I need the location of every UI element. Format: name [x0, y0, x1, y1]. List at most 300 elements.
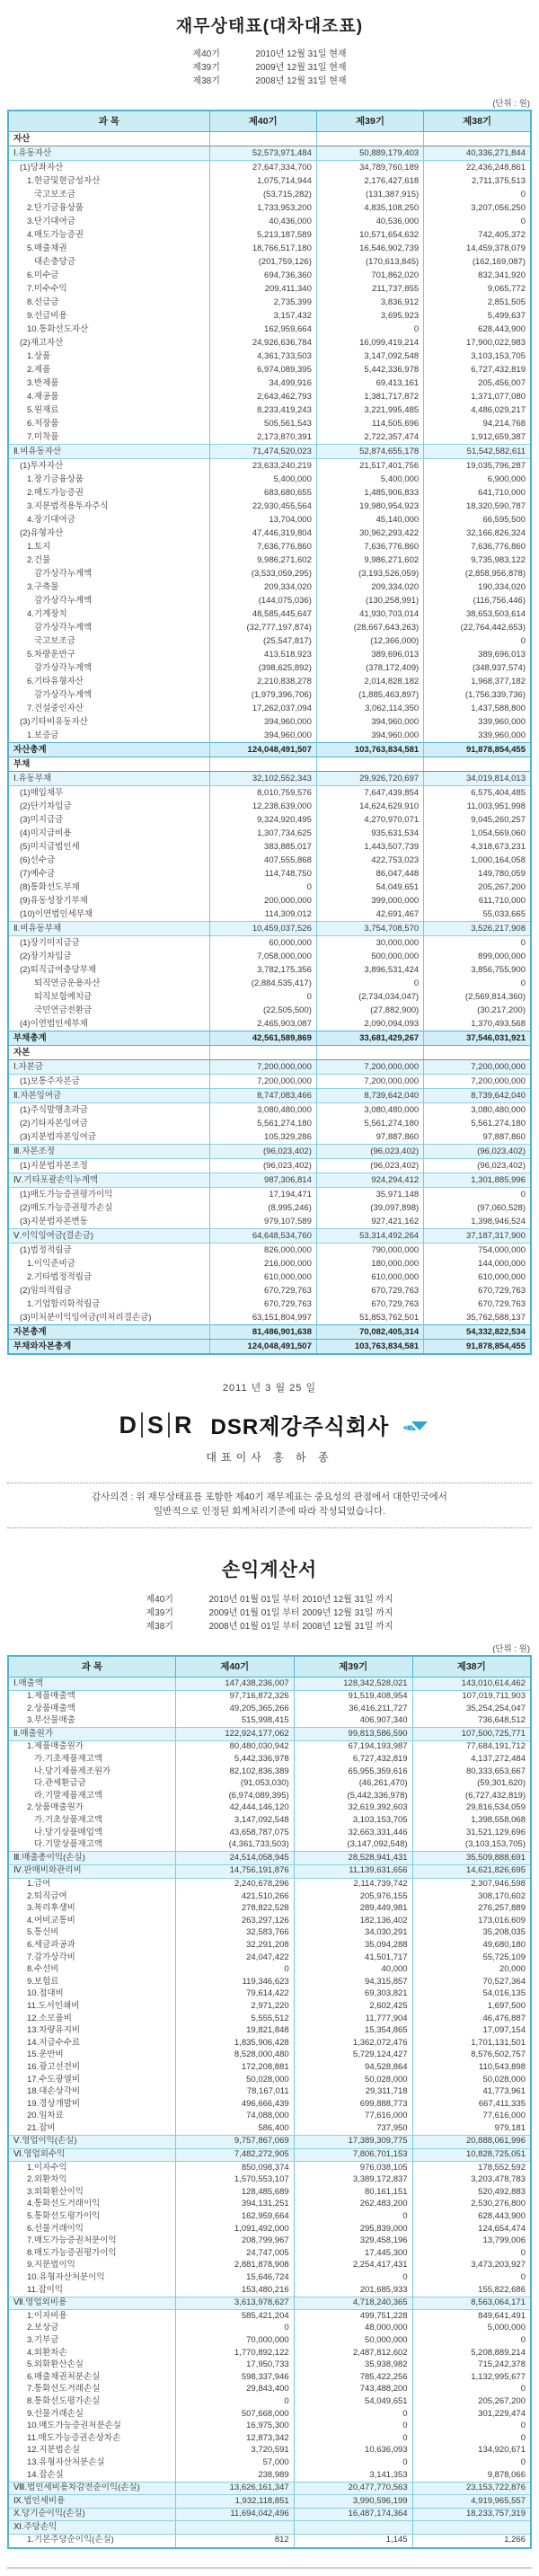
value-term40: 7,636,776,860: [209, 540, 316, 553]
table-row: [8, 1878, 531, 1890]
value-term40: (6,974,089,395): [175, 1790, 294, 1802]
table-row: [8, 473, 531, 486]
table-row: [8, 390, 531, 403]
account-label: 라.기말제품재고액: [8, 1790, 175, 1802]
value-term40: 263,297,126: [175, 1915, 294, 1927]
value-term38: 37,546,031,921: [424, 1031, 531, 1046]
value-term40: 60,000,000: [209, 936, 316, 951]
value-term38: 18,320,590,787: [424, 500, 531, 513]
value-term40: 124,048,491,507: [209, 1340, 316, 1355]
value-term39: 1,485,906,833: [316, 486, 423, 500]
value-term38: 2,530,276,800: [412, 2199, 531, 2211]
account-label: 21.잡비: [8, 2122, 175, 2135]
value-term38: 3,526,217,908: [424, 922, 531, 936]
value-term39: 737,950: [294, 2122, 412, 2135]
value-term39: 3,147,092,548: [316, 350, 423, 363]
table-row: [8, 1297, 531, 1311]
value-term38: 134,920,671: [412, 2445, 531, 2457]
table-row: [8, 1852, 531, 1865]
value-term39: 3,080,480,000: [316, 1103, 423, 1118]
table-row: [8, 2534, 531, 2547]
logo-letter: R: [168, 1412, 197, 1438]
value-term38: 611,710,000: [424, 894, 531, 907]
account-label: 2.상품매출원가: [8, 1802, 175, 1815]
account-label: 1.이자수익: [8, 2162, 175, 2174]
value-term38: 389,696,013: [424, 648, 531, 661]
value-term38: 20,888,061,996: [412, 2135, 531, 2148]
table-row: [8, 1939, 531, 1952]
table-row: [8, 2521, 531, 2535]
table-row: [8, 2260, 531, 2272]
value-term39: 924,294,412: [316, 1173, 423, 1188]
table-row: [8, 323, 531, 336]
value-term39: 114,505,696: [316, 417, 423, 430]
table-row: [8, 1173, 531, 1188]
value-term40: 7,058,000,000: [209, 950, 316, 963]
value-term39: 128,342,528,021: [294, 1677, 412, 1691]
table-row: [8, 417, 531, 430]
value-term40: 80,480,030,942: [175, 1740, 294, 1753]
table-row: [8, 1778, 531, 1791]
account-label: 15.운반비: [8, 2049, 175, 2062]
account-label: (8)통화선도부채: [8, 881, 209, 894]
table-row: [8, 2135, 531, 2148]
value-term39: 51,853,762,501: [316, 1311, 423, 1325]
table-row: [8, 1964, 531, 1977]
table-row: [8, 786, 531, 801]
value-term40: (91,053,030): [175, 1778, 294, 1791]
value-term39: 5,442,336,978: [316, 363, 423, 376]
value-term40: 15,646,724: [175, 2272, 294, 2285]
table-row: [8, 2310, 531, 2323]
value-term40: 3,782,175,356: [209, 963, 316, 977]
value-term38: 7,200,000,000: [424, 1075, 531, 1089]
table-row: [8, 2098, 531, 2111]
account-label: 2.매도가능증권: [8, 486, 209, 500]
value-term38: 3,207,056,250: [424, 201, 531, 215]
value-term40: 16,975,300: [175, 2421, 294, 2433]
table-row: [8, 743, 531, 757]
value-term39: 48,000,000: [294, 2323, 412, 2335]
table-header-row: [8, 1656, 531, 1677]
value-term40: (53,715,282): [209, 188, 316, 201]
value-term40: 153,480,216: [175, 2284, 294, 2297]
value-term38: 9,878,066: [412, 2469, 531, 2482]
value-term39: (2,734,034,047): [316, 990, 423, 1004]
value-term39: 29,926,720,697: [316, 772, 423, 786]
value-term40: 32,291,208: [175, 1939, 294, 1952]
table-row: [8, 881, 531, 894]
table-row: [8, 2223, 531, 2235]
value-term38: 20,000: [412, 1964, 531, 1977]
value-term39: 34,030,291: [294, 1927, 412, 1940]
value-term40: 81,486,901,638: [209, 1325, 316, 1340]
column-header-term39: 제39기: [316, 111, 423, 132]
value-term39: 17,445,300: [294, 2247, 412, 2260]
value-term38: 6,575,404,485: [424, 786, 531, 801]
table-row: [8, 715, 531, 729]
value-term40: (25,547,817): [209, 634, 316, 648]
value-term38: 144,000,000: [424, 1257, 531, 1270]
value-term38: (2,569,814,360): [424, 990, 531, 1004]
table-row: [8, 2148, 531, 2162]
value-term40: 52,573,971,484: [209, 146, 316, 161]
value-term38: 308,170,602: [412, 1890, 531, 1903]
value-term40: 7,482,272,905: [175, 2148, 294, 2162]
value-term39: 0: [316, 323, 423, 336]
value-term39: 499,751,228: [294, 2310, 412, 2323]
account-label: 9.선물거래손실: [8, 2408, 175, 2421]
account-label: 국민연금전환금: [8, 1004, 209, 1017]
account-label: 5.매출채권: [8, 242, 209, 255]
value-term39: 7,200,000,000: [316, 1060, 423, 1075]
value-term38: 0: [412, 2421, 531, 2433]
value-term39: 1,443,507,739: [316, 840, 423, 854]
table-row: [8, 2000, 531, 2013]
value-term38: 9,735,983,122: [424, 553, 531, 567]
account-label: (2)퇴직급여충당부채: [8, 963, 209, 977]
value-term38: 178,552,592: [412, 2162, 531, 2174]
balance-sheet-periods: [7, 48, 532, 88]
account-label: 국고보조금: [8, 634, 209, 648]
table-row: [8, 800, 531, 813]
value-term40: 3,720,591: [175, 2445, 294, 2457]
value-term38: 0: [424, 1188, 531, 1202]
value-term39: (170,613,845): [316, 255, 423, 269]
value-term40: 394,960,000: [209, 715, 316, 729]
table-row: [8, 161, 531, 175]
value-term40: 1,570,553,107: [175, 2174, 294, 2187]
period-date: 2010년 12월 31일 현재: [255, 49, 347, 59]
value-term38: 97,887,860: [424, 1130, 531, 1145]
value-term40: 5,400,000: [209, 473, 316, 486]
value-term38: 3,473,203,927: [412, 2260, 531, 2272]
value-term38: 4,919,965,557: [412, 2495, 531, 2509]
table-row: [8, 1031, 531, 1046]
account-label: (3)지분법자본변동: [8, 1215, 209, 1229]
value-term39: 180,000,000: [316, 1257, 423, 1270]
value-term39: 3,990,596,199: [294, 2495, 412, 2509]
value-term40: 507,668,000: [175, 2408, 294, 2421]
value-term40: 850,098,374: [175, 2162, 294, 2174]
value-term39: [316, 132, 423, 146]
account-label: 3.구축물: [8, 580, 209, 594]
value-term40: 1,091,492,000: [175, 2223, 294, 2235]
value-term39: 94,528,864: [294, 2061, 412, 2074]
value-term39: 701,862,020: [316, 269, 423, 282]
audit-opinion: [7, 1483, 532, 1528]
table-row: [8, 255, 531, 269]
table-row: [8, 2432, 531, 2445]
account-label: 7.감가상각비: [8, 1952, 175, 1964]
value-term40: 1,835,906,428: [175, 2037, 294, 2049]
table-row: [8, 1325, 531, 1340]
table-row: [8, 2061, 531, 2074]
value-term39: 70,082,405,314: [316, 1325, 423, 1340]
account-label: (3)미지급금: [8, 813, 209, 827]
value-term39: 45,140,000: [316, 513, 423, 527]
value-term38: 1,701,131,501: [412, 2037, 531, 2049]
value-term39: 3,141,353: [294, 2469, 412, 2482]
value-term38: 0: [412, 2432, 531, 2445]
table-row: [8, 1060, 531, 1075]
value-term40: 7,200,000,000: [209, 1075, 316, 1089]
value-term39: 2,176,427,618: [316, 174, 423, 188]
value-term39: 50,028,000: [294, 2074, 412, 2086]
account-label: Ⅱ.비유동자산: [8, 445, 209, 459]
value-term39: 36,416,211,727: [294, 1703, 412, 1715]
value-term38: 5,208,889,214: [412, 2347, 531, 2359]
value-term40: 413,518,923: [209, 648, 316, 661]
value-term38: 41,773,961: [412, 2086, 531, 2099]
value-term38: 670,729,763: [424, 1297, 531, 1311]
value-term39: 9,986,271,602: [316, 553, 423, 567]
value-term39: 7,636,776,860: [316, 540, 423, 553]
value-term38: 832,341,920: [424, 269, 531, 282]
value-term40: 13,626,161,347: [175, 2482, 294, 2495]
value-term38: 107,500,725,771: [412, 1728, 531, 1741]
value-term39: 40,000: [294, 1964, 412, 1977]
table-row: [8, 2174, 531, 2187]
table-row: [8, 2199, 531, 2211]
value-term40: 3,147,092,548: [175, 1815, 294, 1828]
value-term39: 11,139,631,656: [294, 1864, 412, 1878]
value-term40: 421,510,266: [175, 1890, 294, 1903]
value-term38: 0: [412, 2334, 531, 2347]
table-row: [8, 2421, 531, 2433]
value-term39: 52,874,655,178: [316, 445, 423, 459]
table-row: [8, 2482, 531, 2495]
table-row: [8, 486, 531, 500]
account-label: Ⅶ.영업외비용: [8, 2297, 175, 2310]
value-term39: 399,000,000: [316, 894, 423, 907]
value-term39: 10,571,654,632: [316, 228, 423, 242]
table-row: [8, 1927, 531, 1940]
value-term38: 670,729,763: [424, 1284, 531, 1297]
value-term39: (28,667,643,263): [316, 621, 423, 634]
value-term40: 2,881,878,908: [175, 2260, 294, 2272]
account-label: 2.상품매출액: [8, 1703, 175, 1715]
table-row: [8, 215, 531, 228]
value-term39: (1,885,463,897): [316, 688, 423, 702]
value-term39: 28,528,941,431: [294, 1852, 412, 1865]
value-term38: 77,684,191,712: [412, 1740, 531, 1753]
account-label: 부채총계: [8, 1031, 209, 1046]
account-label: 자본: [8, 1046, 209, 1060]
value-term39: 3,695,923: [316, 309, 423, 323]
value-term39: 16,487,174,364: [294, 2508, 412, 2521]
value-term38: 610,000,000: [424, 1270, 531, 1284]
account-label: 4.외환차손: [8, 2347, 175, 2359]
value-term39: 41,930,703,014: [316, 607, 423, 621]
table-row: [8, 2469, 531, 2482]
value-term38: 8,576,502,757: [412, 2049, 531, 2062]
income-statement-title: 손익계산서: [221, 1560, 318, 1580]
value-term39: 21,517,401,756: [316, 459, 423, 474]
value-term38: 32,166,826,324: [424, 527, 531, 540]
value-term38: 641,710,000: [424, 486, 531, 500]
account-label: (2)매도가능증권평가손실: [8, 1201, 209, 1215]
account-label: Ⅲ.자본조정: [8, 1145, 209, 1159]
value-term40: 47,446,319,804: [209, 527, 316, 540]
value-term38: 11,003,951,998: [424, 800, 531, 813]
value-term38: (6,727,432,819): [412, 1790, 531, 1802]
account-label: 4.매도가능증권: [8, 228, 209, 242]
audit-opinion-line1: 감사의견 : 위 재무상태표를 포함한 제40기 재무제표는 중요성의 관점에서 대한민국에서: [92, 1492, 447, 1502]
value-term39: 29,311,718: [294, 2086, 412, 2099]
value-term40: 162,959,664: [209, 323, 316, 336]
value-term39: 2,114,739,742: [294, 1878, 412, 1890]
value-term40: 32,102,552,343: [209, 772, 316, 786]
value-term40: 1,075,714,944: [209, 174, 316, 188]
table-row: [8, 977, 531, 990]
account-label: 10.접대비: [8, 1988, 175, 2001]
value-term40: 18,766,517,180: [209, 242, 316, 255]
value-term38: (1,756,339,736): [424, 688, 531, 702]
table-row: [8, 1864, 531, 1878]
value-term40: 82,102,836,389: [175, 1766, 294, 1778]
table-row: [8, 1790, 531, 1802]
value-term39: (96,023,402): [316, 1159, 423, 1173]
table-row: [8, 2111, 531, 2123]
table-row: [8, 2297, 531, 2310]
table-row: [8, 282, 531, 296]
value-term38: 5,499,637: [424, 309, 531, 323]
value-term38: 80,333,653,667: [412, 1766, 531, 1778]
value-term40: 32,583,766: [175, 1927, 294, 1940]
value-term39: 0: [294, 2408, 412, 2421]
account-label: 5.외화환산손실: [8, 2359, 175, 2372]
value-term39: 67,194,193,987: [294, 1740, 412, 1753]
value-term39: (378,172,409): [316, 661, 423, 675]
value-term39: 33,681,429,267: [316, 1031, 423, 1046]
account-label: (2)기타자본잉여금: [8, 1117, 209, 1130]
column-header-subject: 과 목: [8, 111, 209, 132]
stamp-label: 상장회사: [403, 1424, 425, 1430]
value-term40: 610,000,000: [209, 1270, 316, 1284]
value-term40: 694,736,360: [209, 269, 316, 282]
table-row: [8, 922, 531, 936]
account-label: 17.수도광열비: [8, 2074, 175, 2086]
table-row: [8, 553, 531, 567]
value-term40: 216,000,000: [209, 1257, 316, 1270]
unit-label: (단위 : 원): [492, 1644, 530, 1654]
value-term40: 586,400: [175, 2122, 294, 2135]
value-term38: 0: [412, 2247, 531, 2260]
account-label: 1.상품: [8, 350, 209, 363]
period-term: 제40기: [146, 1595, 173, 1605]
value-term39: 500,000,000: [316, 950, 423, 963]
table-row: [8, 2371, 531, 2384]
value-term40: 162,959,664: [175, 2211, 294, 2224]
account-label: (1)투자자산: [8, 459, 209, 474]
value-term39: 3,754,708,570: [316, 922, 423, 936]
value-term40: 407,555,868: [209, 854, 316, 867]
value-term40: 0: [209, 990, 316, 1004]
value-term38: 339,960,000: [424, 729, 531, 743]
table-row: [8, 1311, 531, 1325]
account-label: Ⅵ.영업외수익: [8, 2148, 175, 2162]
table-row: [8, 1766, 531, 1778]
table-header-row: [8, 111, 531, 132]
value-term39: 103,763,834,581: [316, 743, 423, 757]
account-label: 감가상각누계액: [8, 688, 209, 702]
period-row: [7, 75, 532, 88]
account-label: 7.미수수익: [8, 282, 209, 296]
account-label: (10)이연법인세부채: [8, 907, 209, 922]
account-label: 1.토지: [8, 540, 209, 553]
account-label: 16.광고선전비: [8, 2061, 175, 2074]
account-label: (1)지분법자본조정: [8, 1159, 209, 1173]
value-term39: 10,636,093: [294, 2445, 412, 2457]
account-label: 나.당기제품제조원가: [8, 1766, 175, 1778]
account-label: (3)지분법자본잉여금: [8, 1130, 209, 1145]
account-label: Ⅴ.영업이익(손실): [8, 2135, 175, 2148]
value-term38: 35,509,888,691: [412, 1852, 531, 1865]
logo-letter: S: [141, 1412, 168, 1438]
account-label: 3.외화환산이익: [8, 2186, 175, 2199]
value-term40: 74,088,000: [175, 2111, 294, 2123]
account-label: (1)장기미지급금: [8, 936, 209, 951]
value-term40: 12,238,639,000: [209, 800, 316, 813]
dsr-logo: [115, 1412, 197, 1438]
value-term38: 2,851,505: [424, 296, 531, 309]
value-term38: 54,016,135: [412, 1988, 531, 2001]
table-row: [8, 459, 531, 474]
table-row: [8, 2456, 531, 2469]
value-term38: 143,010,614,462: [412, 1677, 531, 1691]
period-range: 2008년 01월 01일 부터 2008년 12월 31일 까지: [208, 1622, 393, 1632]
value-term38: (116,756,446): [424, 594, 531, 607]
table-row: [8, 2025, 531, 2038]
value-term40: 2,240,678,296: [175, 1878, 294, 1890]
value-term39: 32,619,392,603: [294, 1802, 412, 1815]
value-term40: 105,329,286: [209, 1130, 316, 1145]
value-term40: (144,075,036): [209, 594, 316, 607]
value-term40: 3,613,978,627: [175, 2297, 294, 2310]
value-term39: 406,907,340: [294, 1715, 412, 1728]
value-term38: (3,103,153,705): [412, 1839, 531, 1852]
table-row: [8, 2037, 531, 2049]
account-label: (1)법정적립금: [8, 1244, 209, 1258]
account-label: 2.단기금융상품: [8, 201, 209, 215]
value-term38: 149,780,059: [424, 867, 531, 881]
table-row: [8, 963, 531, 977]
value-term40: 42,561,589,869: [209, 1031, 316, 1046]
period-term: 제38기: [146, 1622, 173, 1632]
value-term39: 4,270,970,071: [316, 813, 423, 827]
account-label: 1.보증금: [8, 729, 209, 743]
value-term39: 7,806,701,153: [294, 2148, 412, 2162]
table-row: [8, 1690, 531, 1703]
value-term38: 35,254,254,047: [412, 1703, 531, 1715]
account-label: 8.매도가능증권평가이익: [8, 2247, 175, 2260]
value-term39: 3,389,172,837: [294, 2174, 412, 2187]
value-term38: (30,217,200): [424, 1004, 531, 1017]
value-term39: 2,602,425: [294, 2000, 412, 2013]
table-row: [8, 1754, 531, 1766]
period-row: [7, 1620, 532, 1633]
value-term38: 0: [412, 2384, 531, 2396]
value-term40: 29,843,400: [175, 2384, 294, 2396]
value-term40: 128,485,689: [175, 2186, 294, 2199]
value-term40: 13,704,000: [209, 513, 316, 527]
period-row: [7, 1593, 532, 1607]
value-term40: 24,926,636,784: [209, 336, 316, 350]
value-term40: 50,028,000: [175, 2074, 294, 2086]
value-term40: 9,757,867,069: [175, 2135, 294, 2148]
table-row: [8, 729, 531, 743]
